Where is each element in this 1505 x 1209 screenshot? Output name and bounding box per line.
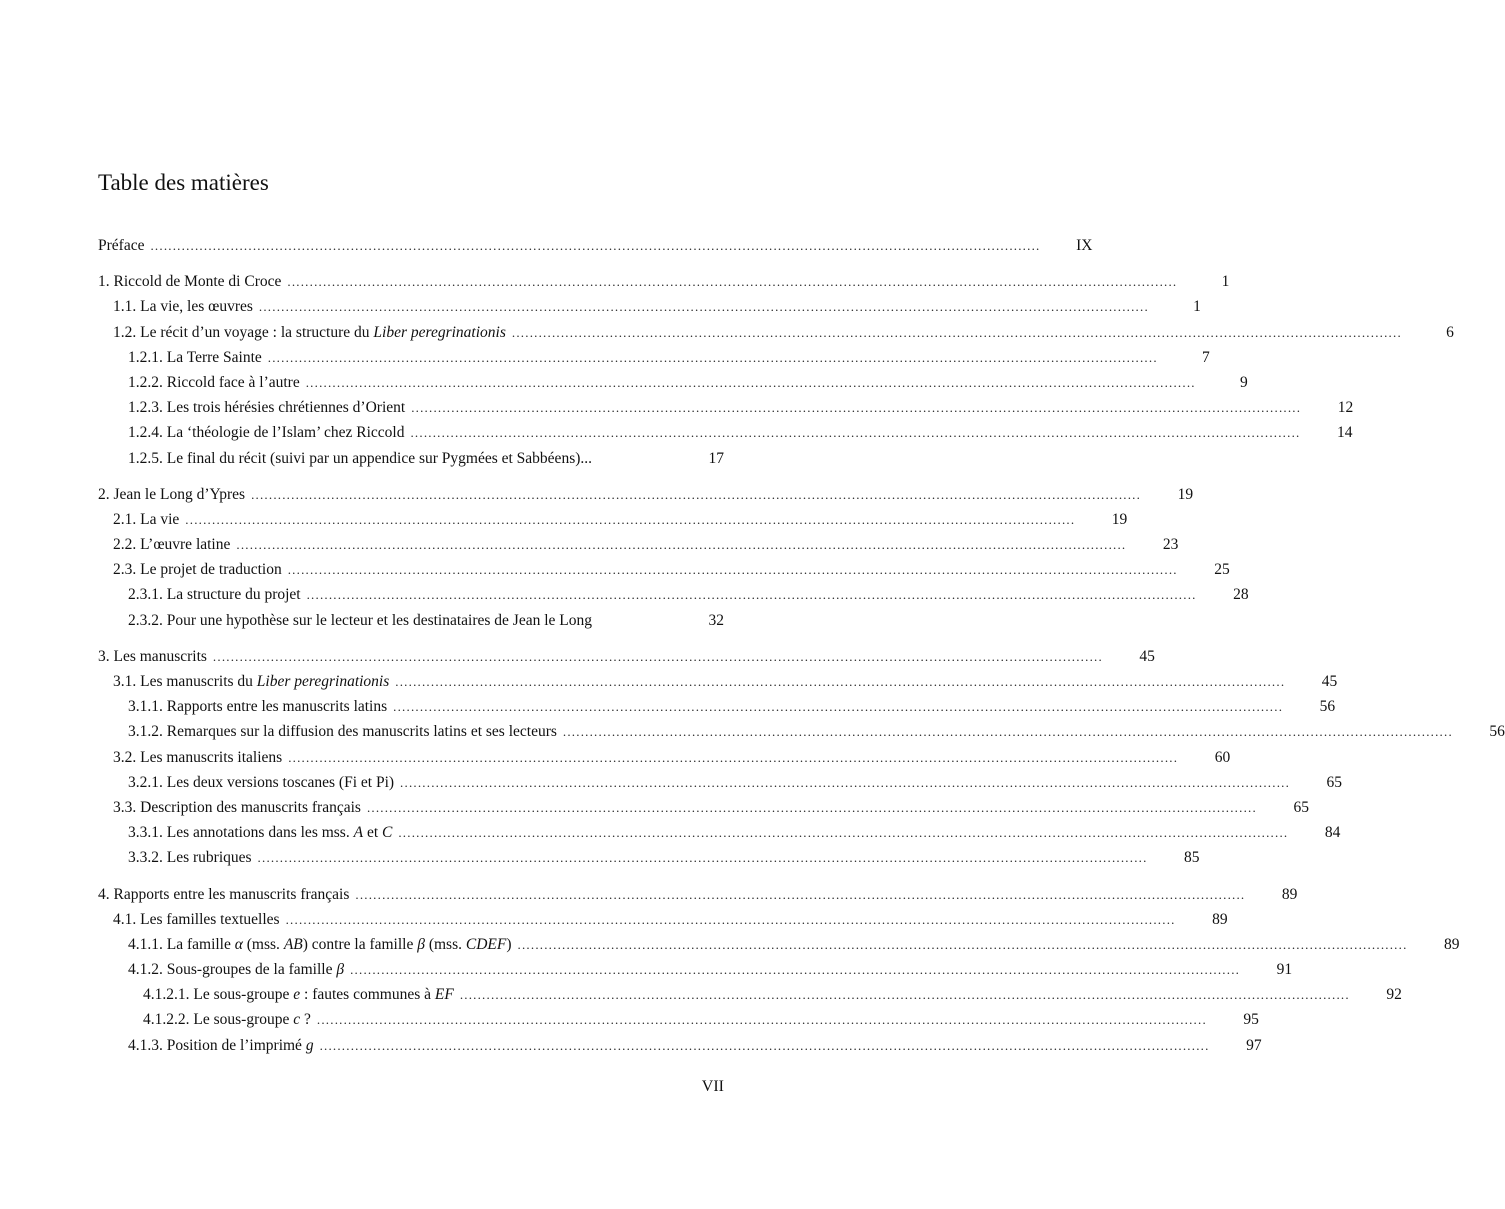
dot-leader: ........................................................................................................................................................................................................ xyxy=(287,274,1178,290)
toc-entry[interactable] xyxy=(98,1033,1262,1058)
toc-entry-title xyxy=(128,420,404,445)
toc-entry[interactable] xyxy=(98,294,1201,319)
toc-entry[interactable] xyxy=(98,557,1230,582)
dot-leader: ........................................................................................................................................................................................................ xyxy=(319,1037,1210,1053)
toc-entry-title xyxy=(98,882,349,907)
dot-leader: ........................................................................................................................................................................................................ xyxy=(562,724,1453,740)
page-number: VII xyxy=(701,1078,724,1095)
toc-entry-page: 25 xyxy=(1214,561,1230,579)
toc-entry[interactable] xyxy=(98,882,1298,907)
toc-entry[interactable] xyxy=(98,795,1309,820)
toc-entry-page: 28 xyxy=(1233,586,1249,604)
table-of-contents xyxy=(98,233,1505,1058)
toc-entry-page: 92 xyxy=(1386,986,1402,1004)
dot-leader: ........................................................................................................................................................................................................ xyxy=(410,425,1301,441)
toc-entry-title xyxy=(128,1033,314,1058)
text: 1.2.3. Les trois hérésies chrétiennes d’Orient xyxy=(128,399,406,417)
dot-leader: ........................................................................................................................................................................................................ xyxy=(285,911,1176,927)
text: 1.2.1. La Terre Sainte xyxy=(128,348,262,366)
italic-text: c xyxy=(293,1011,301,1029)
toc-entry-title xyxy=(128,345,262,370)
toc-entry-page: 84 xyxy=(1324,824,1341,842)
toc-entry-page: 17 xyxy=(708,449,724,467)
text: 4.1. Les familles textuelles xyxy=(113,910,280,928)
italic-text: β xyxy=(417,935,425,953)
toc-entry-title xyxy=(128,395,405,420)
italic-text: Liber peregrinationis xyxy=(256,673,390,690)
toc-entry-page: 19 xyxy=(1111,510,1128,528)
dot-leader: ........................................................................................................................................................................................................ xyxy=(185,511,1076,527)
toc-entry[interactable] xyxy=(98,320,1454,345)
text: 2. Jean le Long d’Ypres xyxy=(98,485,246,503)
toc-entry-page: 60 xyxy=(1214,748,1231,766)
toc-entry[interactable] xyxy=(98,608,724,633)
toc-entry-title xyxy=(113,507,179,532)
toc-entry[interactable] xyxy=(98,582,1249,607)
toc-entry-page: 65 xyxy=(1293,798,1309,816)
text: ) contre la famille xyxy=(302,935,418,953)
toc-entry-title xyxy=(143,982,454,1007)
toc-entry-page: 45 xyxy=(1321,673,1338,690)
toc-entry-title xyxy=(113,532,230,557)
toc-entry[interactable] xyxy=(98,482,1194,507)
italic-text: CDEF xyxy=(465,935,507,953)
toc-entry-title xyxy=(128,446,592,471)
toc-entry[interactable] xyxy=(98,507,1128,532)
dot-leader: ........................................................................................................................................................................................................ xyxy=(350,962,1241,978)
text: (mss. xyxy=(424,935,466,953)
toc-entry[interactable] xyxy=(98,745,1231,770)
toc-entry[interactable] xyxy=(98,446,724,471)
text: 3.3.2. Les rubriques xyxy=(128,849,252,867)
text: 2.3. Le projet de traduction xyxy=(113,561,282,579)
text: 1.2.4. La ‘théologie de l’Islam’ chez Riccold xyxy=(128,424,405,442)
text: 3.1. Les manuscrits du xyxy=(113,673,257,690)
text: et xyxy=(363,824,382,842)
toc-entry-page: 89 xyxy=(1281,885,1298,903)
text: 3.2. Les manuscrits italiens xyxy=(113,748,283,766)
toc-entry[interactable] xyxy=(98,669,1338,694)
italic-text: AB xyxy=(283,935,303,953)
toc-entry-title xyxy=(98,644,207,669)
text: 4.1.2.1. Le sous-groupe xyxy=(143,986,294,1004)
toc-entry[interactable] xyxy=(98,770,1343,795)
dot-leader: ........................................................................................................................................................................................................ xyxy=(236,537,1127,553)
toc-entry-page: 7 xyxy=(1202,348,1210,366)
dot-leader: ........................................................................................................................................................................................................ xyxy=(395,674,1286,689)
toc-entry-page: 97 xyxy=(1246,1036,1262,1054)
toc-entry-title xyxy=(113,907,280,932)
toc-entry[interactable] xyxy=(98,982,1402,1007)
toc-entry[interactable] xyxy=(98,694,1336,719)
text: 2.1. La vie xyxy=(113,510,180,528)
toc-entry-title xyxy=(128,719,557,744)
dot-leader: ........................................................................................................................................................................................................ xyxy=(459,987,1350,1003)
text: : fautes communes à xyxy=(300,986,435,1004)
toc-entry[interactable] xyxy=(98,370,1248,395)
toc-entry[interactable] xyxy=(98,1007,1259,1032)
dot-leader: ........................................................................................................................................................................................................ xyxy=(288,749,1179,765)
toc-entry-page: 1 xyxy=(1193,298,1201,316)
dot-leader: ........................................................................................................................................................................................................ xyxy=(398,825,1289,841)
page-title: Table des matières xyxy=(98,170,269,195)
italic-text: C xyxy=(382,824,393,842)
toc-entry-title xyxy=(128,370,300,395)
toc-entry-page: 12 xyxy=(1337,399,1354,417)
toc-entry-page: 89 xyxy=(1212,910,1228,928)
toc-entry-page: 6 xyxy=(1446,323,1454,341)
text: 1.2.5. Le final du récit (suivi par un appendice sur Pygmées et Sabbéens)... xyxy=(128,449,593,467)
toc-entry-title xyxy=(113,294,253,319)
text: 2.2. L’œuvre latine xyxy=(113,536,231,554)
toc-entry[interactable] xyxy=(98,719,1505,744)
dot-leader: ........................................................................................................................................................................................................ xyxy=(305,374,1196,390)
italic-text: g xyxy=(305,1036,314,1054)
text: ? xyxy=(300,1011,311,1029)
italic-text: α xyxy=(234,935,243,953)
text: 3.1.2. Remarques sur la diffusion des manuscrits latins et ses lecteurs xyxy=(128,723,557,741)
text: (mss. xyxy=(242,935,284,953)
toc-entry-page: 9 xyxy=(1239,373,1248,391)
toc-entry[interactable] xyxy=(98,957,1293,982)
toc-entry-title xyxy=(128,608,592,633)
toc-entry-page: 89 xyxy=(1444,935,1460,953)
dot-leader: ........................................................................................................................................................................................................ xyxy=(258,299,1149,315)
text: 2.3.2. Pour une hypothèse sur le lecteur et les destinataires de Jean le Long xyxy=(128,611,593,629)
toc-entry-title xyxy=(128,694,387,719)
toc-entry-page: 19 xyxy=(1177,485,1194,503)
italic-text: e xyxy=(293,986,301,1004)
text: 1.2.2. Riccold face à l’autre xyxy=(128,373,300,391)
toc-entry-title xyxy=(98,269,281,294)
toc-entry-title xyxy=(113,795,361,820)
toc-entry-title xyxy=(128,770,394,795)
toc-entry-page: 95 xyxy=(1243,1011,1259,1029)
text: 4.1.2. Sous-groupes de la famille xyxy=(128,961,337,979)
toc-entry[interactable] xyxy=(98,345,1210,370)
toc-entry[interactable] xyxy=(98,907,1228,932)
toc-entry-page: 23 xyxy=(1162,536,1179,554)
dot-leader: ........................................................................................................................................................................................................ xyxy=(267,349,1158,365)
text: 2.3.1. La structure du projet xyxy=(128,586,301,604)
dot-leader: ........................................................................................................................................................................................................ xyxy=(366,799,1257,815)
text: 3. Les manuscrits xyxy=(98,647,207,665)
toc-entry[interactable] xyxy=(98,644,1155,669)
dot-leader: ........................................................................................................................................................................................................ xyxy=(511,324,1402,340)
text: 1.2. Le récit d’un voyage : la structure du xyxy=(113,323,374,341)
italic-text: Liber peregrinationis xyxy=(373,323,506,341)
toc-entry-title xyxy=(128,820,392,845)
dot-leader: ........................................................................................................................................................................................................ xyxy=(257,850,1148,866)
toc-entry[interactable] xyxy=(98,395,1354,420)
text: 4.1.2.2. Le sous-groupe xyxy=(143,1011,294,1029)
text: 4.1.1. La famille xyxy=(128,935,235,953)
toc-entry-title xyxy=(113,745,282,770)
toc-entry-title xyxy=(143,1007,311,1032)
dot-leader: ........................................................................................................................................................................................................ xyxy=(411,400,1302,416)
text: ) xyxy=(506,935,512,953)
toc-entry-title xyxy=(113,669,389,694)
dot-leader: ........................................................................................................................................................................................................ xyxy=(355,886,1246,902)
dot-leader: ........................................................................................................................................................................................................ xyxy=(306,587,1197,603)
toc-entry-title xyxy=(128,957,344,982)
toc-entry-title xyxy=(98,233,144,258)
text: 1. Riccold de Monte di Croce xyxy=(98,273,282,291)
toc-entry[interactable] xyxy=(98,269,1230,294)
dot-leader: ........................................................................................................................................................................................................ xyxy=(287,562,1178,578)
toc-entry-title xyxy=(113,557,282,582)
dot-leader: ........................................................................................................................................................................................................ xyxy=(400,774,1291,790)
text: 4.1.3. Position de l’imprimé xyxy=(128,1036,306,1054)
text: Préface xyxy=(98,237,145,254)
text: 3.1.1. Rapports entre les manuscrits latins xyxy=(128,698,388,716)
toc-entry[interactable] xyxy=(98,233,1093,258)
toc-entry-page: 56 xyxy=(1489,723,1505,741)
italic-text: EF xyxy=(434,986,454,1004)
toc-entry-page: 14 xyxy=(1336,424,1353,442)
dot-leader: ........................................................................................................................................................................................................ xyxy=(212,648,1103,664)
toc-entry-page: 1 xyxy=(1221,273,1230,291)
dot-leader: ........................................................................................................................................................................................................ xyxy=(393,699,1284,715)
text: 4. Rapports entre les manuscrits français xyxy=(98,885,350,903)
toc-entry-title xyxy=(128,582,301,607)
text: 1.1. La vie, les œuvres xyxy=(113,298,253,316)
toc-entry-title xyxy=(113,320,506,345)
toc-entry-page: 65 xyxy=(1326,773,1343,791)
toc-entry-page: 45 xyxy=(1139,647,1155,665)
toc-entry-page: 32 xyxy=(708,611,724,629)
toc-entry-title xyxy=(128,845,252,870)
italic-text: A xyxy=(353,824,364,842)
toc-entry[interactable] xyxy=(98,845,1200,870)
dot-leader: ........................................................................................................................................................................................................ xyxy=(150,238,1041,253)
toc-entry-page: 56 xyxy=(1319,698,1336,716)
dot-leader: ........................................................................................................................................................................................................ xyxy=(517,936,1408,952)
dot-leader: ........................................................................................................................................................................................................ xyxy=(316,1012,1207,1028)
toc-entry-title xyxy=(128,932,512,957)
toc-entry[interactable] xyxy=(98,420,1353,445)
text: 3.3.1. Les annotations dans les mss. xyxy=(128,824,354,842)
toc-entry-title xyxy=(98,482,245,507)
italic-text: β xyxy=(336,961,345,979)
toc-entry-page: 91 xyxy=(1276,961,1293,979)
toc-entry[interactable] xyxy=(98,532,1179,557)
text: 3.2.1. Les deux versions toscanes (Fi et Pi) xyxy=(128,773,395,791)
dot-leader: ........................................................................................................................................................................................................ xyxy=(251,486,1142,502)
toc-entry-page: IX xyxy=(1076,237,1093,254)
text: 3.3. Description des manuscrits français xyxy=(113,798,361,816)
toc-entry[interactable] xyxy=(98,820,1341,845)
toc-entry-page: 85 xyxy=(1184,849,1200,867)
toc-entry[interactable] xyxy=(98,932,1460,957)
